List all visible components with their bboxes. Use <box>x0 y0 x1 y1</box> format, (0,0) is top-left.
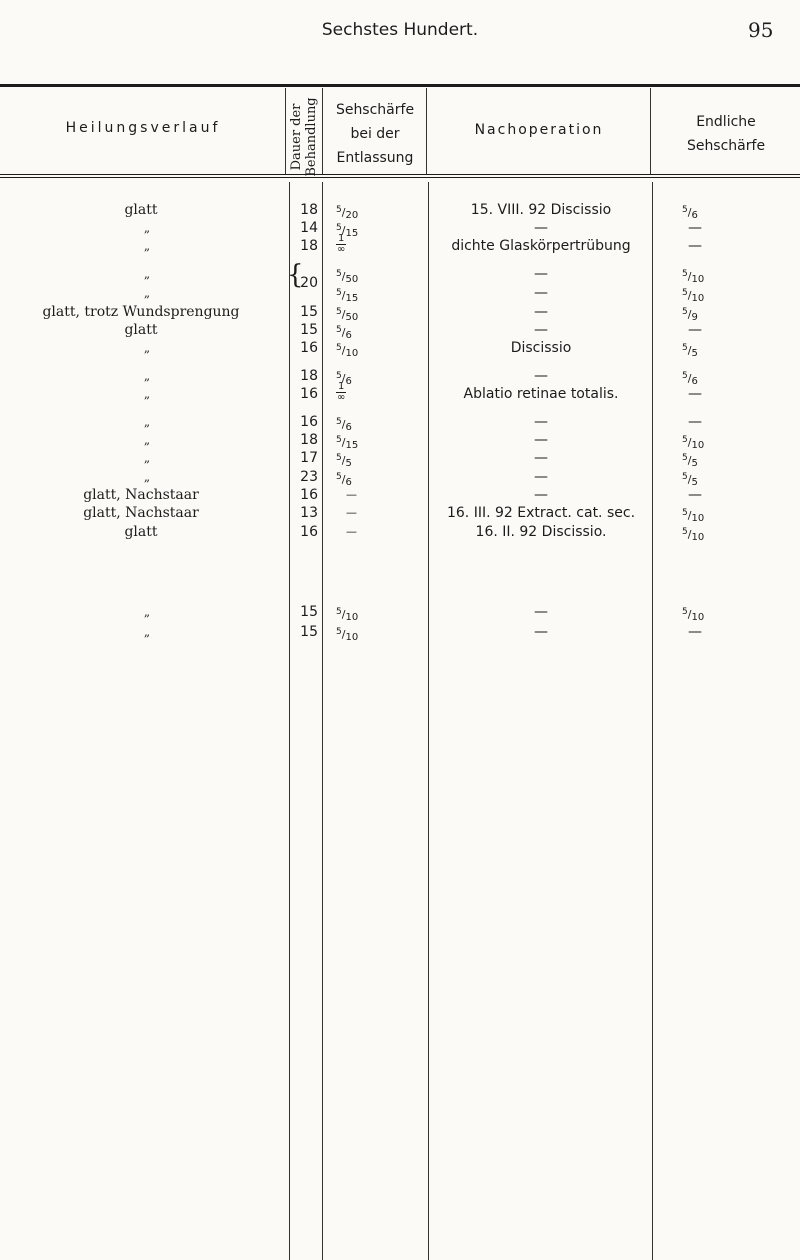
cell-nachoperation: 15. VIII. 92 Discissio <box>470 202 612 218</box>
cell-endliche-sehschaerfe: — <box>688 386 702 402</box>
header-endl-line2: Sehschärfe <box>686 138 766 154</box>
column-divider <box>285 88 286 174</box>
cell-verlauf: „ <box>143 239 151 253</box>
cell-nachoperation: — <box>534 624 548 640</box>
fraction: $^5/_{50}$ <box>336 269 359 285</box>
cell-nachoperation: Ablatio retinae totalis. <box>463 386 619 402</box>
cell-verlauf: „ <box>143 341 151 355</box>
header-endliche-sehschaerfe <box>652 110 800 158</box>
fraction: $^5/_{10}$ <box>682 527 705 543</box>
cell-endliche-sehschaerfe: — <box>688 487 702 503</box>
fraction: $^5/_{10}$ <box>682 288 705 304</box>
cell-dauer: 18 <box>300 432 318 448</box>
cell-dauer: 18 <box>300 368 318 384</box>
cell-endliche-sehschaerfe: — <box>688 220 702 236</box>
cell-nachoperation: — <box>534 368 548 384</box>
cell-nachoperation: — <box>534 432 548 448</box>
fraction: $^5/_{15}$ <box>336 288 359 304</box>
header-dauer-line2: Behandlung <box>304 97 319 177</box>
cell-verlauf: „ <box>143 415 151 429</box>
cell-dauer: 16 <box>300 340 318 356</box>
cell-verlauf: „ <box>143 433 151 447</box>
cell-sehschaerfe-entlassung: — <box>346 488 357 501</box>
column-divider <box>322 182 323 1260</box>
header-bottom-rule <box>0 174 800 175</box>
fraction: $^5/_{15}$ <box>336 223 359 239</box>
cell-nachoperation: — <box>534 322 548 338</box>
cell-verlauf: „ <box>143 221 151 235</box>
cell-verlauf: glatt, Nachstaar <box>83 505 199 521</box>
cell-dauer: 20 <box>300 275 318 291</box>
cell-sehschaerfe-entlassung <box>336 340 416 362</box>
fraction-infinity: 1 ∞ <box>337 381 346 403</box>
cell-verlauf: glatt <box>124 322 158 338</box>
cell-dauer: 23 <box>300 469 318 485</box>
cell-endliche-sehschaerfe: — <box>688 624 702 640</box>
cell-verlauf: „ <box>143 286 151 300</box>
header-entl-line2: bei der <box>350 126 400 142</box>
cell-endliche-sehschaerfe: — <box>688 414 702 430</box>
header-endl-line1: Endliche <box>696 114 756 130</box>
cell-endliche-sehschaerfe <box>682 604 742 626</box>
fraction: $^5/_6$ <box>682 371 698 387</box>
cell-endliche-sehschaerfe: — <box>688 238 702 254</box>
cell-verlauf: glatt <box>124 202 158 218</box>
fraction: $^5/_5$ <box>336 453 352 469</box>
cell-dauer: 15 <box>300 624 318 640</box>
header-entl-line1: Sehschärfe <box>335 102 415 118</box>
cell-nachoperation: — <box>534 450 548 466</box>
cell-nachoperation: — <box>534 469 548 485</box>
cell-endliche-sehschaerfe: — <box>688 322 702 338</box>
fraction: $^5/_{10}$ <box>336 607 359 623</box>
fraction: $^5/_{10}$ <box>336 343 359 359</box>
cell-nachoperation: — <box>534 304 548 320</box>
header-dauer-line1: Dauer der <box>289 103 304 171</box>
cell-verlauf: „ <box>143 387 151 401</box>
cell-verlauf: „ <box>143 267 151 281</box>
running-title: Sechstes Hundert. <box>321 20 479 40</box>
cell-dauer: 16 <box>300 386 318 402</box>
cell-dauer: 16 <box>300 487 318 503</box>
fraction: $^5/_9$ <box>682 307 698 323</box>
fraction: $^5/_6$ <box>336 325 352 341</box>
header-bottom-rule-2 <box>0 177 800 178</box>
column-divider <box>426 88 427 174</box>
cell-dauer: 15 <box>300 304 318 320</box>
cell-endliche-sehschaerfe <box>682 524 742 546</box>
cell-sehschaerfe-entlassung <box>336 382 416 405</box>
column-divider <box>322 88 323 174</box>
fraction: $^5/_6$ <box>336 371 352 387</box>
cell-nachoperation: — <box>534 487 548 503</box>
fraction: $^5/_{10}$ <box>336 627 359 643</box>
cell-sehschaerfe-entlassung <box>336 234 416 257</box>
cell-nachoperation: — <box>534 220 548 236</box>
cell-nachoperation: Discissio <box>510 340 572 356</box>
cell-verlauf: glatt, trotz Wundsprengung <box>42 304 240 320</box>
cell-dauer: 16 <box>300 414 318 430</box>
header-dauer <box>289 97 319 177</box>
fraction: $^5/_6$ <box>336 472 352 488</box>
cell-dauer: 18 <box>300 202 318 218</box>
cell-verlauf: glatt <box>124 524 158 540</box>
cell-nachoperation: — <box>534 266 548 282</box>
fraction-infinity: 1 ∞ <box>337 233 346 255</box>
row-brace: { <box>287 260 304 290</box>
cell-dauer: 16 <box>300 524 318 540</box>
cell-dauer: 14 <box>300 220 318 236</box>
top-rule-thick <box>0 84 800 87</box>
cell-nachoperation: — <box>534 414 548 430</box>
cell-dauer: 17 <box>300 450 318 466</box>
cell-nachoperation: dichte Glaskörpertrübung <box>451 238 631 254</box>
fraction: $^5/_{15}$ <box>336 435 359 451</box>
header-entl-line3: Entlassung <box>336 150 414 166</box>
cell-nachoperation: — <box>534 285 548 301</box>
cell-sehschaerfe-entlassung: — <box>346 506 357 519</box>
column-divider <box>650 88 651 174</box>
header-nachoperation: Nachoperation <box>474 122 604 138</box>
cell-verlauf: „ <box>143 470 151 484</box>
cell-nachoperation: 16. II. 92 Discissio. <box>475 524 607 540</box>
cell-nachoperation: — <box>534 604 548 620</box>
fraction: $^5/_5$ <box>682 453 698 469</box>
fraction: $^5/_6$ <box>336 417 352 433</box>
header-heilungsverlauf: Heilungsverlauf <box>65 120 221 136</box>
cell-dauer: 15 <box>300 322 318 338</box>
cell-verlauf: glatt, Nachstaar <box>83 487 199 503</box>
cell-verlauf: „ <box>143 451 151 465</box>
cell-verlauf: „ <box>143 625 151 639</box>
cell-dauer: 15 <box>300 604 318 620</box>
fraction: $^5/_{10}$ <box>682 508 705 524</box>
fraction: $^5/_{10}$ <box>682 435 705 451</box>
fraction: $^5/_{20}$ <box>336 205 359 221</box>
cell-verlauf: „ <box>143 369 151 383</box>
cell-dauer: 13 <box>300 505 318 521</box>
page-number: 95 <box>748 18 774 42</box>
fraction: $^5/_6$ <box>682 205 698 221</box>
cell-dauer: 18 <box>300 238 318 254</box>
cell-endliche-sehschaerfe <box>682 340 742 362</box>
fraction: $^5/_5$ <box>682 343 698 359</box>
cell-sehschaerfe-entlassung <box>336 624 416 646</box>
header-sehschaerfe-entlassung <box>324 98 426 170</box>
fraction: $^5/_{50}$ <box>336 307 359 323</box>
cell-nachoperation: 16. III. 92 Extract. cat. sec. <box>446 505 636 521</box>
fraction: $^5/_{10}$ <box>682 269 705 285</box>
cell-sehschaerfe-entlassung <box>336 604 416 626</box>
fraction: $^5/_{10}$ <box>682 607 705 623</box>
fraction: $^5/_5$ <box>682 472 698 488</box>
cell-verlauf: „ <box>143 605 151 619</box>
cell-sehschaerfe-entlassung: — <box>346 525 357 538</box>
